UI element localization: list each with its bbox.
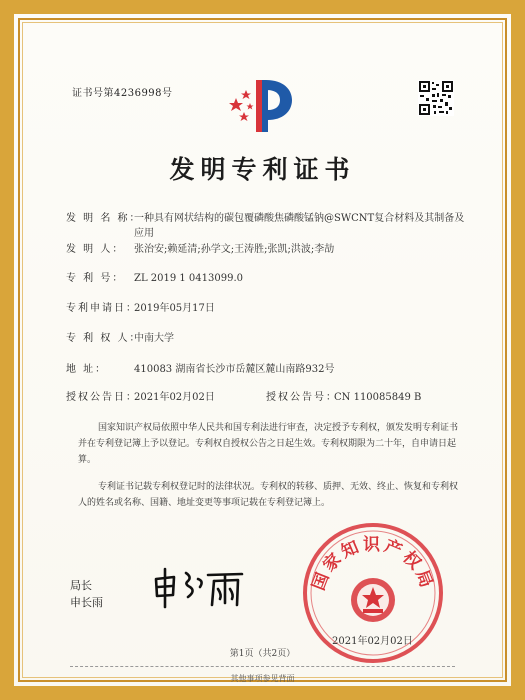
signatory-title: 局长: [70, 579, 92, 592]
patent-office-logo: [226, 76, 300, 134]
field-value: 张治安;赖延清;孙学文;王涛胜;张凯;洪波;李劼: [134, 244, 335, 255]
page-indicator: 第1页（共2页）: [229, 649, 296, 659]
seal-date: 2021年02月02日: [332, 636, 413, 647]
handwritten-signature: [150, 565, 245, 610]
certificate-number: 证书号第4236998号: [72, 88, 173, 99]
field-invention-name: [66, 211, 474, 241]
field-value: 410083 湖南省长沙市岳麓区麓山南路932号: [134, 364, 335, 375]
field-label: 授权公告号：: [266, 392, 338, 403]
svg-text:国家知识产权局: 国家知识产权局: [308, 535, 438, 594]
field-value: 2019年05月17日: [134, 303, 215, 314]
field-value: ZL 2019 1 0413099.0: [134, 273, 244, 284]
field-value: 2021年02月02日: [134, 392, 215, 403]
field-inventors: [66, 242, 334, 257]
footer-note: 其他事项参见背面: [230, 674, 295, 683]
field-value: CN 110085849 B: [334, 392, 422, 403]
signatory-name: 申长雨: [70, 596, 103, 609]
field-patent-number: [66, 271, 243, 286]
field-grant-number: [266, 390, 421, 405]
field-grant-date: [66, 390, 274, 405]
field-label: 专 利 号：: [66, 273, 125, 284]
field-address: [66, 362, 334, 377]
field-patentee: [66, 331, 174, 346]
field-label: 专 利 权 人：: [66, 333, 142, 344]
field-label: 发 明 名 称：: [66, 213, 142, 224]
field-value: 一种具有网状结构的碳包覆磷酸焦磷酸锰钠@SWCNT复合材料及其制备及应用: [134, 213, 465, 239]
field-value: 中南大学: [134, 333, 174, 344]
field-label: 授权公告日：: [66, 392, 138, 403]
field-label: 地 址：: [66, 364, 108, 375]
certificate-title: 发明专利证书: [169, 155, 356, 184]
field-application-date: [66, 301, 215, 316]
field-label: 发 明 人：: [66, 244, 125, 255]
legal-status-note: 专利证书记载专利权登记时的法律状况。专利权的转移、质押、无效、终止、恢复和专利权人的姓名或名称、国籍、地址变更等事项记载在专利登记簿上。: [78, 482, 459, 508]
grant-statement: 国家知识产权局依照中华人民共和国专利法进行审查，决定授予专利权，颁发发明专利证书并在专利登记簿上予以登记。专利权自授权公告之日起生效。专利权期限为二十年，自申请日起算。: [78, 423, 459, 465]
qr-code-icon: [418, 80, 454, 116]
divider: [70, 666, 455, 667]
national-emblem-icon: [351, 578, 395, 622]
field-label: 专利申请日：: [66, 303, 138, 314]
